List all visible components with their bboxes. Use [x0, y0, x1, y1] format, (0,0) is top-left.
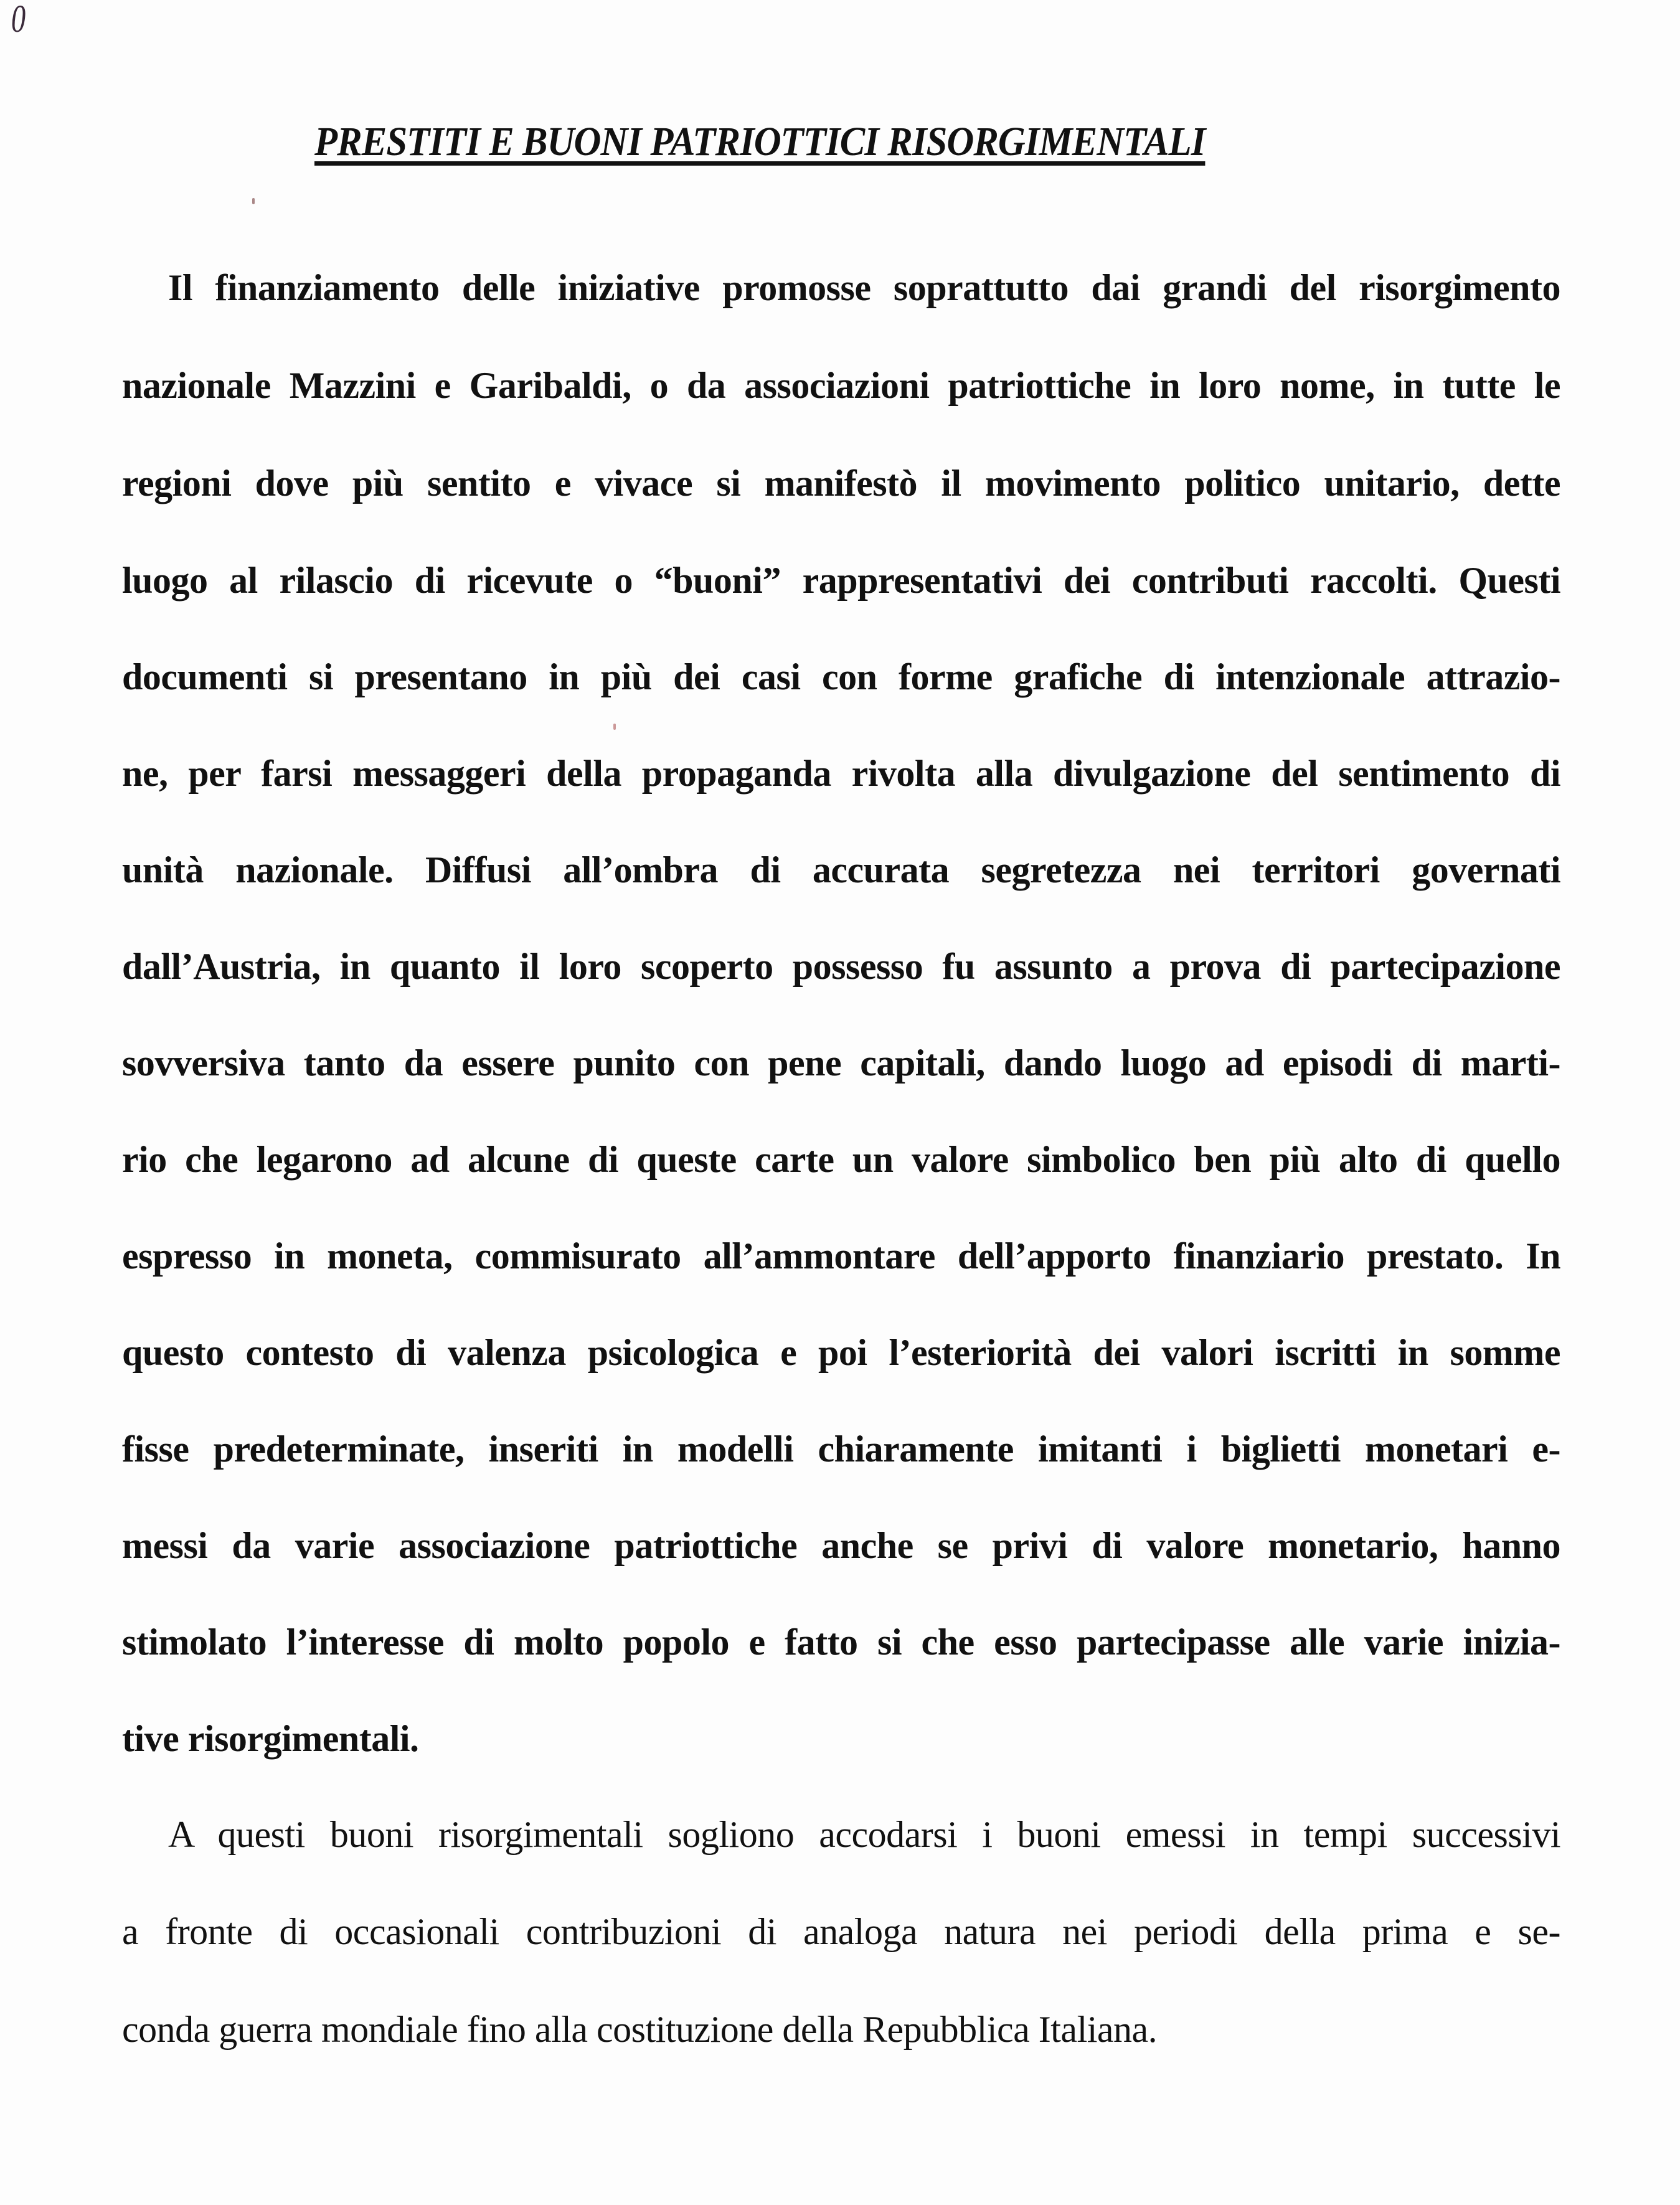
text-line: A questi buoni risorgimentali sogliono accodarsi i buoni emessi in tempi successivi: [168, 1814, 1560, 1855]
text-line: luogo al rilascio di ricevute o “buoni” rappresentativi dei contributi raccolti. Questi: [122, 560, 1560, 601]
text-line: sovversiva tanto da essere punito con pene capitali, dando luogo ad episodi di marti-: [122, 1042, 1560, 1084]
text-line: a fronte di occasionali contribuzioni di analoga natura nei periodi della prima e se-: [122, 1911, 1560, 1952]
document-title: PRESTITI E BUONI PATRIOTTICI RISORGIMENTALI: [314, 119, 1206, 164]
text-line: Il finanziamento delle iniziative promosse soprattutto dai grandi del risorgimento: [168, 267, 1560, 308]
text-line: documenti si presentano in più dei casi con forme grafiche di intenzionale attrazio-: [122, 656, 1560, 697]
text-line: conda guerra mondiale fino alla costituzione della Repubblica Italiana.: [122, 2009, 1158, 2050]
text-line: regioni dove più sentito e vivace si manifestò il movimento politico unitario, dette: [122, 463, 1560, 504]
text-line: rio che legarono ad alcune di queste carte un valore simbolico ben più alto di quello: [122, 1139, 1560, 1180]
text-line: questo contesto di valenza psicologica e poi l’esteriorità dei valori iscritti in somme: [122, 1332, 1560, 1373]
text-line: nazionale Mazzini e Garibaldi, o da associazioni patriottiche in loro nome, in tutte le: [122, 365, 1560, 406]
text-line: stimolato l’interesse di molto popolo e fatto si che esso partecipasse alle varie inizia-: [122, 1622, 1560, 1663]
text-line: tive risorgimentali.: [122, 1718, 419, 1759]
text-line: espresso in moneta, commisurato all’ammontare dell’apporto finanziario prestato. In: [122, 1235, 1560, 1277]
text-line: unità nazionale. Diffusi all’ombra di accurata segretezza nei territori governati: [122, 849, 1560, 890]
handwritten-margin-mark: 0: [11, 0, 26, 40]
text-line: ne, per farsi messaggeri della propaganda rivolta alla divulgazione del sentimento di: [122, 753, 1560, 794]
text-line: fisse predeterminate, inseriti in modelli chiaramente imitanti i biglietti monetari e-: [122, 1428, 1560, 1470]
text-line: dall’Austria, in quanto il loro scoperto possesso fu assunto a prova di partecipazione: [122, 946, 1560, 987]
text-line: messi da varie associazione patriottiche anche se privi di valore monetario, hanno: [122, 1525, 1560, 1566]
scan-speck: [252, 198, 255, 204]
scan-speck: [613, 724, 616, 730]
